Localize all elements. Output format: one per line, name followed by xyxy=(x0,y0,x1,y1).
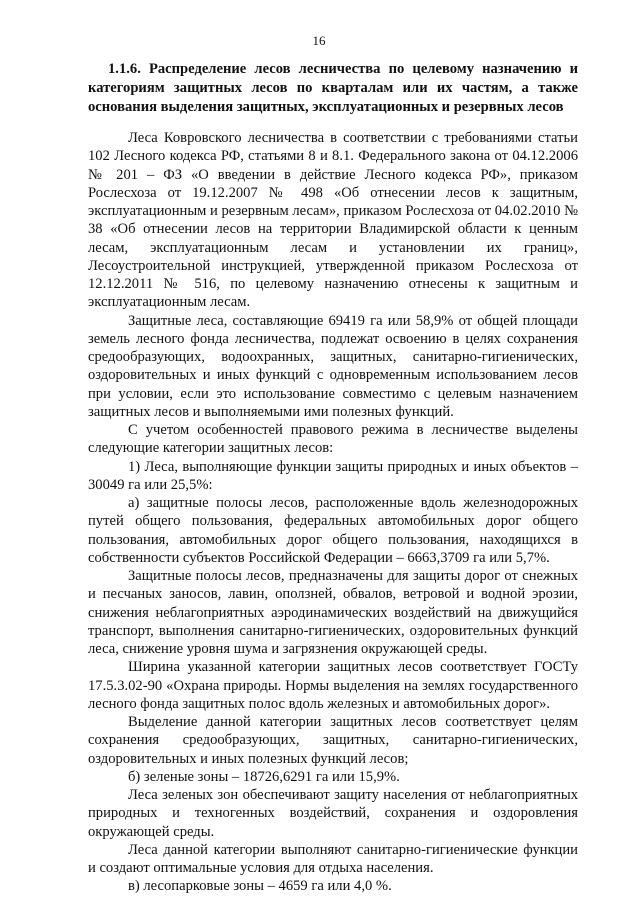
paragraph: Леса данной категории выполняют санитарно-гигиенические функции и создают оптимальные условия для отдыха населения. xyxy=(88,841,578,876)
paragraph: Леса зеленых зон обеспечивают защиту населения от неблагоприятных природных и техногенных воздействий, сохранения и оздоровления окружающей среды. xyxy=(88,787,578,840)
page-number: 16 xyxy=(312,33,326,48)
paragraph: б) зеленые зоны – 18726,6291 га или 15,9%. xyxy=(128,768,400,785)
paragraph: Защитные леса, составляющие 69419 га или 58,9% от общей площади земель лесного фонда лесничества, подлежат освоению в целях сохранения средообразующих, водоохранных, защитных, санитарно-гигиенических, оздоровительных и иных функций с одновременным использованием лесов при условии, если это использование совместимо с целевым назначением защитных лесов и выполняемыми ими полезных функций. xyxy=(88,312,578,420)
paragraph: Леса Ковровского лесничества в соответствии с требованиями статьи 102 Лесного кодекса РФ, статьями 8 и 8.1. Федерального закона от 04.12.2006 № 201 – ФЗ «О введении в действие Лесного кодекса РФ», приказом Рослесхоза от 19.12.2007 № 498 «Об отнесении лесов к защитным, эксплуатационным и резервным лесам», приказом Рослесхоза от 04.02.2010 № 38 «Об отнесении лесов на территории Владимирской области к ценным лесам, эксплуатационным лесам и установлении их границ», Лесоустроительной инструкцией, утвержденной приказом Рослесхоза от 12.12.2011 № 516, по целевому назначению отнесены к защитным и эксплуатационным лесам. xyxy=(88,130,578,311)
paragraph: С учетом особенностей правового режима в лесничестве выделены следующие категории защитных лесов: xyxy=(88,422,578,457)
section-heading: 1.1.6. Распределение лесов лесничества по целевому назначению и категориям защитных лесов по кварталам или их частям, а также основания выделения защитных, эксплуатационных и резервных лесов xyxy=(88,61,578,115)
paragraph: Ширина указанной категории защитных лесов соответствует ГОСТу 17.5.3.02-90 «Охрана природы. Нормы выделения на землях государственного лесного фонда защитных полос вдоль железных и автомобильных дорог». xyxy=(88,659,578,712)
paragraph: Выделение данной категории защитных лесов соответствует целям сохранения средообразующих, защитных, санитарно-гигиенических, оздоровительных и иных полезных функций лесов; xyxy=(88,714,578,767)
body-text xyxy=(88,129,578,896)
paragraph: 1) Леса, выполняющие функции защиты природных и иных объектов – 30049 га или 25,5%: xyxy=(88,458,578,493)
paragraph: в) лесопарковые зоны – 4659 га или 4,0 %. xyxy=(128,878,392,895)
paragraph: а) защитные полосы лесов, расположенные вдоль железнодорожных путей общего пользования, федеральных автомобильных дорог общего пользования, автомобильных дорог общего пользования, находящихся в собственности субъектов Российской Федерации – 6663,3709 га или 5,7%. xyxy=(88,495,578,566)
paragraph: Защитные полосы лесов, предназначены для защиты дорог от снежных и песчаных заносов, лавин, оползней, обвалов, ветровой и водной эрозии, снижения неблагоприятных аэродинамических воздействий на движущийся транспорт, выполнения санитарно-гигиенических, оздоровительных функций леса, снижение уровня шума и загрязнения окружающей среды. xyxy=(88,568,578,657)
